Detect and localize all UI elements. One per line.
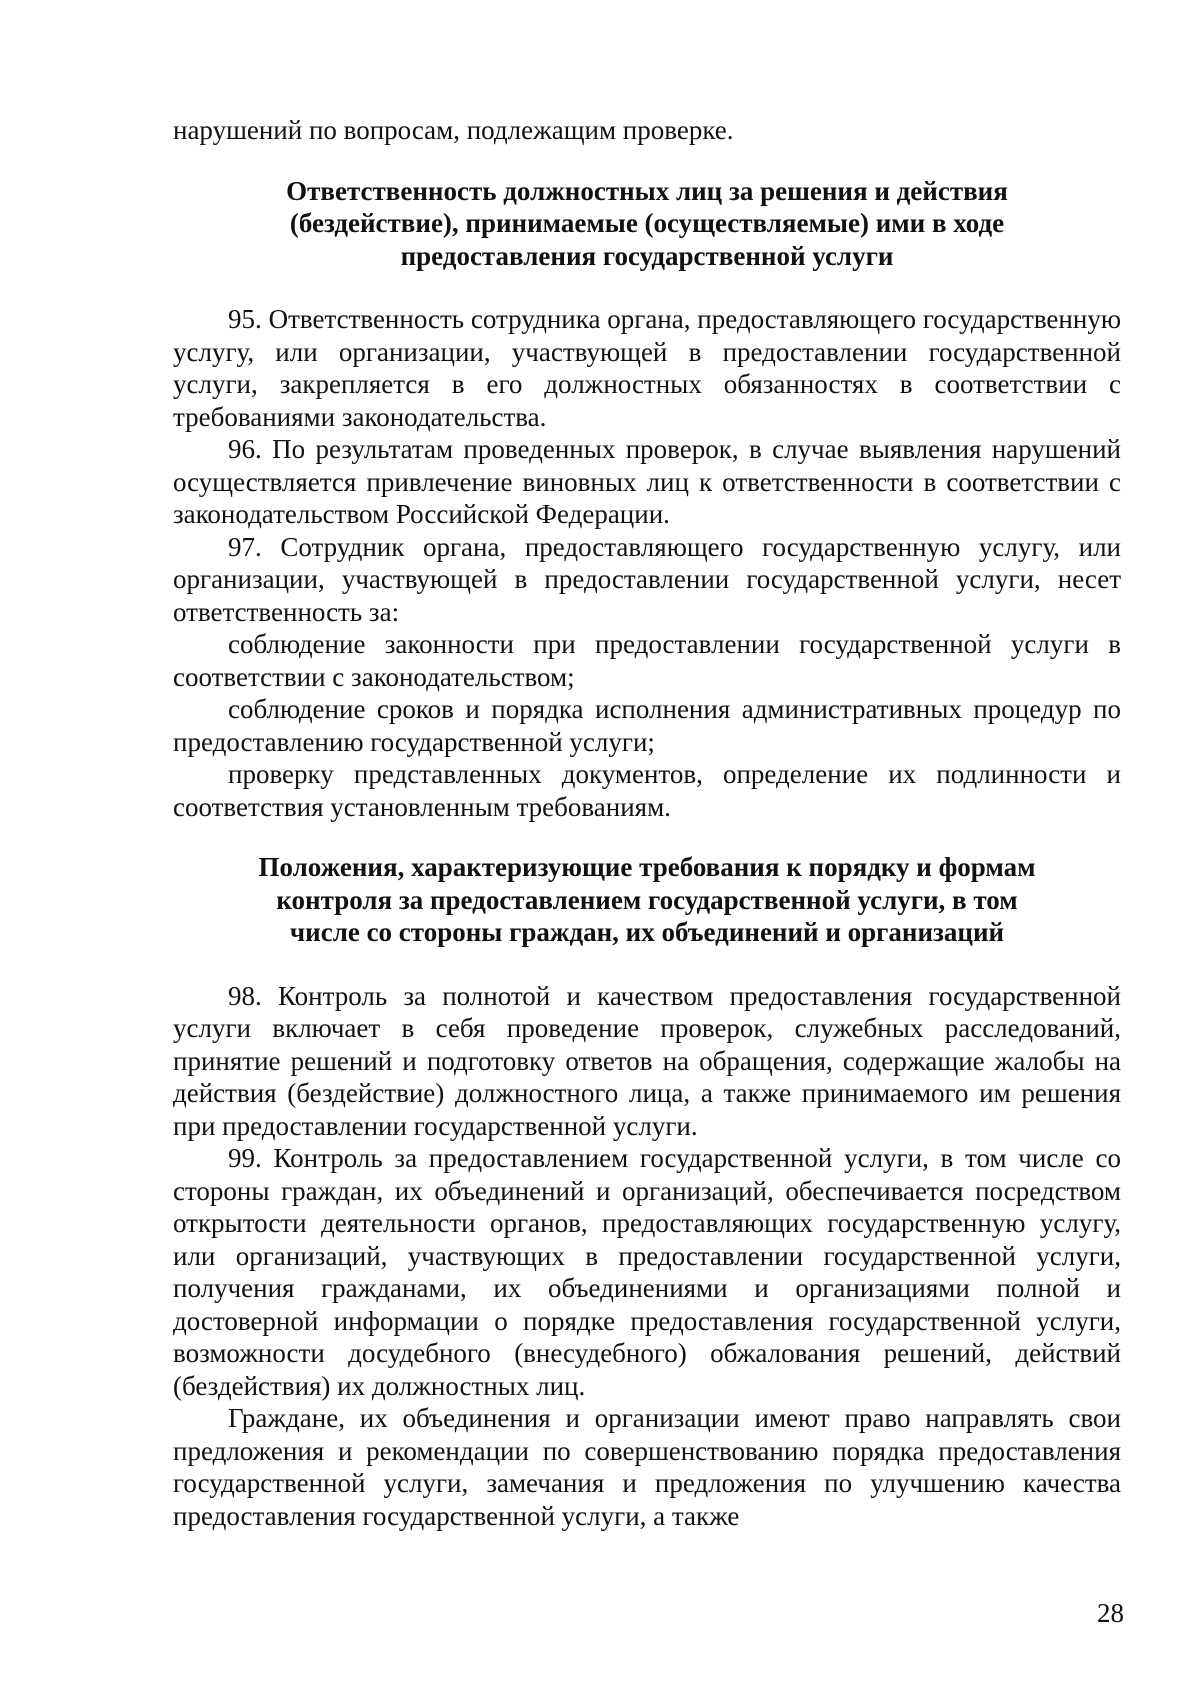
heading-line: Положения, характеризующие требования к порядку и формам (258, 852, 1036, 882)
continuation-text: нарушений по вопросам, подлежащим проверке. (173, 115, 734, 145)
paragraph-96: 96. По результатам проведенных проверок, в случае выявления нарушений осуществляется привлечение виновных лиц к ответственности в соответствии с законодательством Российской Федерации. (173, 434, 1121, 529)
paragraph-98: 98. Контроль за полнотой и качеством предоставления государственной услуги включает в себя проведение проверок, служебных расследований, принятие решений и подготовку ответов на обращения, содержащие жалобы на действия (бездействие) должностного лица, а также принимаемого им решения при предоставлении государственной услуги. (173, 980, 1121, 1141)
paragraph-99: 99. Контроль за предоставлением государственной услуги, в том числе со стороны граждан, их объединений и организаций, обеспечивается посредством открытости деятельности органов, предоставляющих государственную услугу, или организаций, участвующих в предоставлении государственной услуги, получения гражданами, их объединениями и организациями полной и достоверной информации о порядке предоставления государственной услуги, возможности досудебного (внесудебного) обжалования решений, действий (бездействия) их должностных лиц. (173, 1143, 1121, 1401)
paragraph-95: 95. Ответственность сотрудника органа, предоставляющего государственную услугу, или организации, участвующей в предоставлении государственной услуги, закрепляется в его должностных обязанностях в соответствии с требованиями законодательства. (173, 304, 1121, 432)
heading-line: числе со стороны граждан, их объединений и организаций (289, 917, 1005, 947)
heading-line: контроля за предоставлением государственной услуги, в том (276, 884, 1018, 915)
document-page (173, 114, 1121, 1532)
list-item-document-check: проверку представленных документов, определение их подлинности и соответствия установленным требованиям. (173, 759, 1121, 822)
heading-line: предоставления государственной услуги (400, 240, 894, 271)
heading-line: (бездействие), принимаемые (осуществляемые) ими в ходе (289, 208, 1005, 238)
page-number: 28 (1097, 1598, 1124, 1628)
paragraph-97: 97. Сотрудник органа, предоставляющего государственную услугу, или организации, участвующей в предоставлении государственной услуги, несет ответственность за: (173, 531, 1121, 627)
paragraph-citizens-rights: Граждане, их объединения и организации имеют право направлять свои предложения и рекомендации по совершенствованию порядка предоставления государственной услуги, замечания и предложения по улучшению качества предоставления государственной услуги, а также (173, 1403, 1121, 1531)
section-heading-responsibility (173, 175, 1121, 273)
list-item-legality: соблюдение законности при предоставлении государственной услуги в соответствии с законодательством; (173, 629, 1121, 692)
section-body-control (173, 980, 1121, 1533)
heading-line: Ответственность должностных лиц за решения и действия (286, 175, 1008, 206)
section-heading-control (173, 851, 1121, 949)
section-body-responsibility (173, 303, 1121, 823)
list-item-deadlines: соблюдение сроков и порядка исполнения административных процедур по предоставлению государственной услуги; (173, 694, 1121, 757)
